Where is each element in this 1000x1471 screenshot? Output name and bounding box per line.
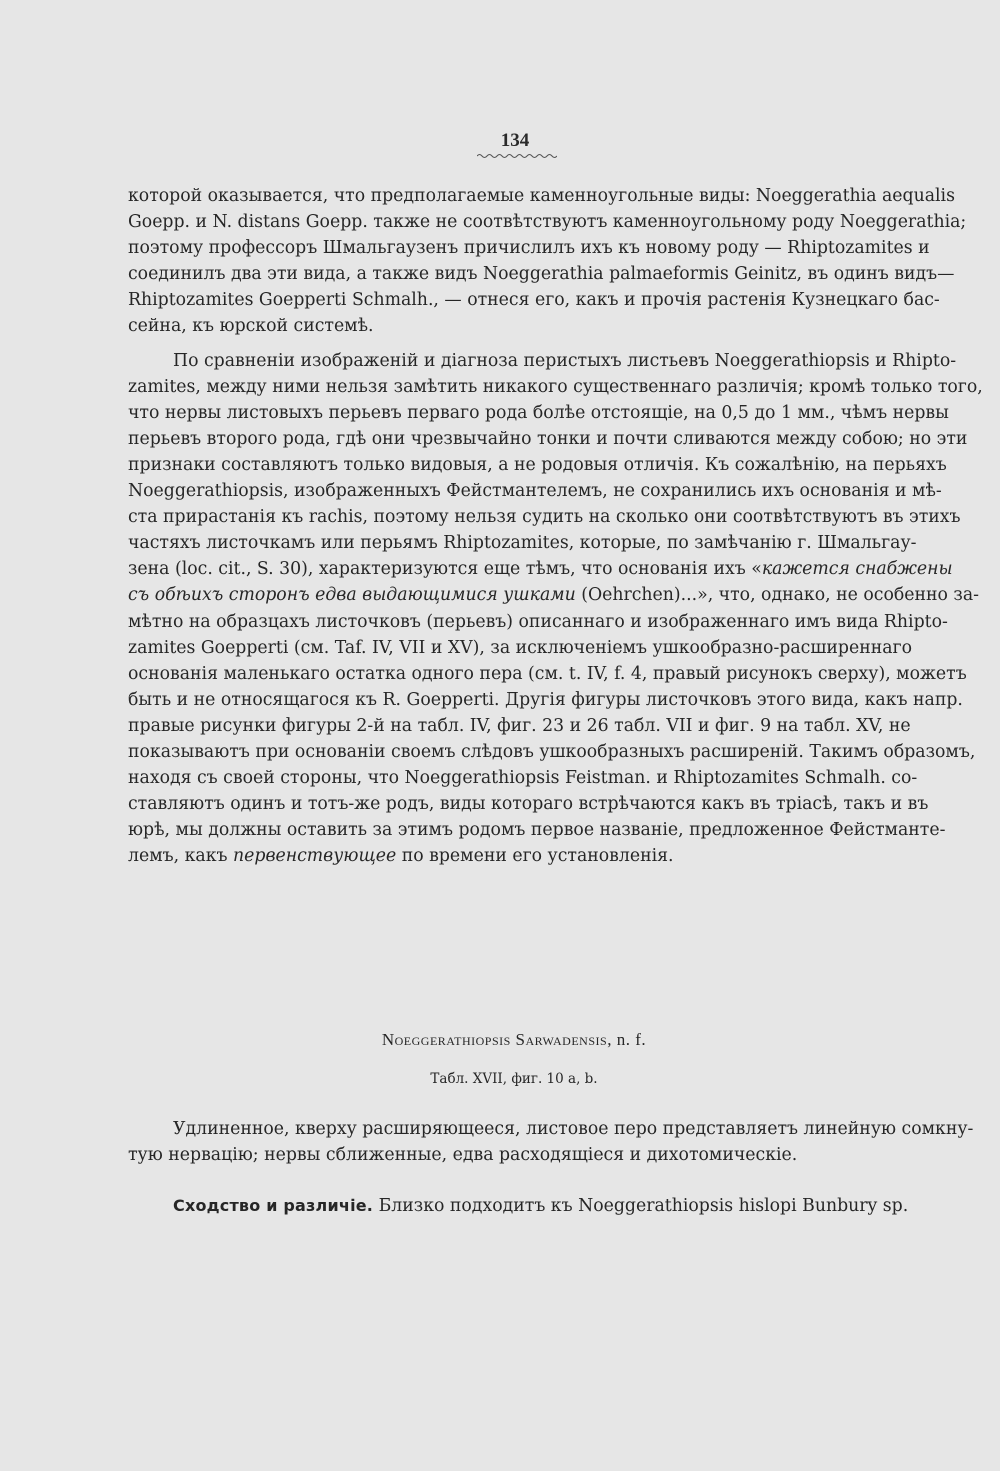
- text-line: соединилъ два эти вида, а также видъ Noeggerathia palmaeformis Geinitz, въ одинъ видъ—: [128, 264, 955, 285]
- text-fragment: (Oehrchen)...», что, однако, не особенно за-: [575, 585, 979, 606]
- similarity-heading: Сходство и различіе.: [173, 1196, 374, 1215]
- wavy-underline-ornament: [477, 152, 557, 160]
- text-line: основанія маленькаго остатка одного пера (см. t. IV, f. 4, правый рисунокъ сверху), можетъ: [128, 663, 967, 684]
- text-line: сейна, къ юрской системѣ.: [128, 316, 374, 337]
- text-fragment: лемъ, какъ: [128, 846, 234, 867]
- text-line: которой оказывается, что предполагаемые каменноугольные виды: Noeggerathia aequalis: [128, 186, 955, 206]
- text-fragment: зена (loc. cit., S. 30), характеризуются еще тѣмъ, что основанія ихъ «: [128, 559, 762, 580]
- text-line: мѣтно на образцахъ листочковъ (перьевъ) описаннаго и изображеннаго имъ вида Rhipto-: [128, 611, 948, 632]
- taxon-name: Noeggerathiopsis Sarwadensis: [381, 1030, 608, 1049]
- text-fragment: Близко подходитъ къ Noeggerathiopsis hislopi Bunbury sp.: [373, 1196, 909, 1216]
- description-paragraph: [128, 1116, 974, 1168]
- italic-term: первенствующее: [233, 846, 397, 867]
- body-text: [128, 183, 983, 869]
- text-line: [128, 1193, 909, 1219]
- text-line: ста прирастанія къ rachis, поэтому нельзя судить на сколько они соотвѣтствуютъ въ этихъ: [128, 507, 961, 528]
- text-line: Удлиненное, кверху расширяющееся, листовое перо представляетъ линейную сомкну-: [173, 1119, 974, 1139]
- paragraph-2: [128, 348, 983, 870]
- text-line: частяхъ листочкамъ или перьямъ Rhiptozamites, которые, по замѣчанію г. Шмальгау-: [128, 533, 917, 554]
- text-line: признаки составляютъ только видовыя, а не родовыя отличія. Къ сожалѣнію, на перьяхъ: [128, 454, 947, 475]
- text-line: поэтому профессоръ Шмальгаузенъ причислилъ ихъ къ новому роду — Rhiptozamites и: [128, 238, 930, 259]
- text-line: находя съ своей стороны, что Noeggerathiopsis Feistman. и Rhiptozamites Schmalh. со-: [128, 768, 918, 789]
- section-title: [128, 1030, 900, 1050]
- italic-quote: кажется снабжены: [761, 559, 953, 580]
- text-line: ставляютъ одинъ и тотъ-же родъ, виды котораго встрѣчаются какъ въ тріасѣ, такъ и въ: [128, 794, 929, 815]
- text-line: показываютъ при основаніи своемъ слѣдовъ ушкообразныхъ расширеній. Такимъ образомъ,: [128, 741, 976, 762]
- text-line: что нервы листовыхъ перьевъ перваго рода болѣе отстоящіе, на 0,5 до 1 мм., чѣмъ нервы: [128, 402, 949, 423]
- text-line: zamites, между ними нельзя замѣтить никакого существеннаго различія; кромѣ только того,: [128, 376, 983, 397]
- text-line: Rhiptozamites Goepperti Schmalh., — отнеся его, какъ и прочія растенія Кузнецкаго бас-: [128, 290, 940, 311]
- text-line: правые рисунки фигуры 2-й на табл. IV, фиг. 23 и 26 табл. VII и фиг. 9 на табл. XV, не: [128, 715, 911, 736]
- paragraph-1: [128, 183, 967, 340]
- text-line: Goepp. и N. distans Goepp. также не соотвѣтствуютъ каменноугольному роду Noeggerathia;: [128, 212, 967, 233]
- text-line: [128, 843, 900, 869]
- similarity-paragraph: [128, 1193, 909, 1219]
- text-line: быть и не относящагося къ R. Goepperti. Другія фигуры листочковъ этого вида, какъ напр.: [128, 689, 963, 710]
- text-fragment: по времени его установленія.: [396, 846, 674, 867]
- plate-reference: Табл. XVII, фиг. 10 а, b.: [430, 1071, 598, 1087]
- italic-quote: съ обѣихъ сторонъ едва выдающимися ушками: [128, 585, 576, 606]
- taxon-suffix: , n. f.: [607, 1030, 647, 1049]
- text-line: тую нервацію; нервы сближенные, едва расходящіеся и дихотомическіе.: [128, 1145, 798, 1165]
- page-number: 134: [500, 130, 530, 151]
- text-line: [128, 556, 953, 582]
- text-line: zamites Goepperti (см. Taf. IV, VII и XV), за исключеніемъ ушкообразно-расширеннаго: [128, 637, 912, 658]
- text-line: юрѣ, мы должны оставить за этимъ родомъ первое названіе, предложенное Фейстманте-: [128, 820, 946, 841]
- text-line: перьевъ второго рода, гдѣ они чрезвычайно тонки и почти сливаются между собою; но эти: [128, 428, 968, 449]
- text-line: [128, 582, 979, 608]
- text-line: Noeggerathiopsis, изображенныхъ Фейстмантелемъ, не сохранились ихъ основанія и мѣ-: [128, 481, 942, 502]
- text-line: По сравненіи изображеній и діагноза перистыхъ листьевъ Noeggerathiopsis и Rhipto-: [173, 350, 957, 371]
